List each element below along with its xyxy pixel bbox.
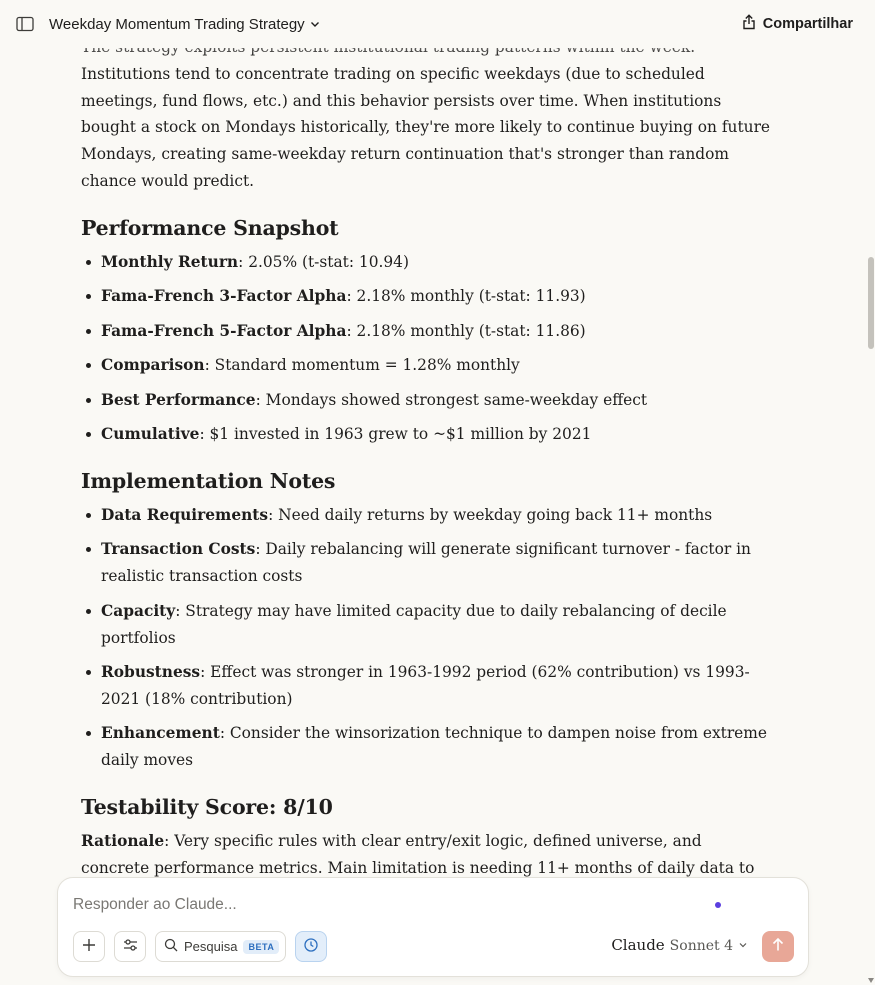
arrow-up-icon <box>771 937 785 956</box>
share-icon <box>742 14 756 34</box>
list-item <box>81 283 771 310</box>
tools-button[interactable] <box>114 931 146 962</box>
item-label: Comparison <box>101 356 205 375</box>
model-version: Sonnet 4 <box>669 938 733 954</box>
item-text: : Standard momentum = 1.28% monthly <box>204 356 520 375</box>
item-label: Robustness <box>101 663 201 682</box>
item-label: Transaction Costs <box>101 540 256 559</box>
item-label: Monthly Return <box>101 252 239 271</box>
chevron-down-icon <box>309 15 321 34</box>
plus-icon <box>82 937 96 956</box>
extended-thinking-button[interactable] <box>295 931 327 962</box>
assistant-message <box>81 34 771 908</box>
conversation-title: Weekday Momentum Trading Strategy <box>49 15 305 33</box>
item-label: Enhancement <box>101 724 220 743</box>
add-attachment-button[interactable] <box>73 931 105 962</box>
item-text: : Consider the winsorization technique to dampen noise from extreme daily moves <box>101 724 767 770</box>
list-item <box>81 249 771 276</box>
item-text: : Need daily returns by weekday going back 11+ months <box>268 506 713 524</box>
share-button[interactable] <box>742 14 853 34</box>
item-text: : Daily rebalancing will generate significant turnover - factor in realistic transaction costs <box>101 540 751 586</box>
list-item <box>81 502 771 529</box>
rationale-text: : Very specific rules with clear entry/exit logic, defined universe, and concrete performance metrics. Main limitation is needing 11+ months of daily data to <box>81 831 755 877</box>
implementation-heading: Implementation Notes <box>81 469 336 493</box>
item-text: : Effect was stronger in 1963-1992 period (62% contribution) vs 1993-2021 (18% contribution) <box>101 663 750 708</box>
list-item <box>81 352 771 379</box>
item-text: : 2.05% (t-stat: 10.94) <box>238 252 409 271</box>
item-label: Cumulative <box>101 425 200 444</box>
item-text: : 2.18% monthly (t-stat: 11.86) <box>346 321 586 340</box>
testability-heading: Testability Score: 8/10 <box>81 794 333 819</box>
intro-paragraph: Institutions tend to concentrate trading on specific weekdays (due to scheduled meetings, fund flows, etc.) and this behavior persists over time. When institutions bought a stock on Mondays historically, they're more likely to continue buying on future Mondays, creating same-weekday return continuation that's stronger than random chance would predict. <box>81 64 771 190</box>
message-composer <box>57 877 809 977</box>
list-item <box>81 421 771 448</box>
clock-icon <box>303 937 319 957</box>
scrollbar-thumb[interactable] <box>868 257 874 349</box>
list-item <box>81 598 771 652</box>
list-item <box>81 318 771 345</box>
item-label: Best Performance <box>101 390 256 409</box>
sliders-icon <box>123 937 138 956</box>
item-label: Fama-French 3-Factor Alpha <box>101 287 347 306</box>
beta-badge: BETA <box>243 940 279 954</box>
performance-heading: Performance Snapshot <box>81 215 339 240</box>
scrollbar[interactable] <box>867 48 875 985</box>
top-bar <box>0 0 875 48</box>
research-label: Pesquisa <box>184 939 238 954</box>
list-item <box>81 387 771 414</box>
list-item <box>81 720 771 774</box>
scroll-down-arrow-icon[interactable] <box>868 978 874 983</box>
model-selector[interactable] <box>611 936 748 954</box>
rationale-label: Rationale <box>81 831 165 850</box>
conversation-title-dropdown[interactable] <box>49 15 321 34</box>
header-left <box>15 14 321 34</box>
send-button[interactable] <box>762 931 794 962</box>
search-icon <box>164 937 178 956</box>
status-dot <box>715 902 721 908</box>
implementation-list <box>81 502 771 774</box>
chevron-down-icon <box>738 936 748 954</box>
item-label: Data Requirements <box>101 506 269 524</box>
item-text: : Strategy may have limited capacity due to daily rebalancing of decile portfolios <box>101 601 727 647</box>
performance-list <box>81 249 771 448</box>
item-text: : $1 invested in 1963 grew to ~$1 million by 2021 <box>199 425 592 444</box>
research-button[interactable] <box>155 931 286 962</box>
item-label: Capacity <box>101 601 176 620</box>
list-item <box>81 659 771 713</box>
item-label: Fama-French 5-Factor Alpha <box>101 321 347 340</box>
item-text: : 2.18% monthly (t-stat: 11.93) <box>346 287 586 306</box>
list-item <box>81 536 771 590</box>
reply-input[interactable] <box>73 893 693 917</box>
share-label: Compartilhar <box>762 16 853 32</box>
model-name: Claude <box>611 936 665 954</box>
item-text: : Mondays showed strongest same-weekday effect <box>255 390 648 409</box>
sidebar-toggle-icon[interactable] <box>15 14 35 34</box>
